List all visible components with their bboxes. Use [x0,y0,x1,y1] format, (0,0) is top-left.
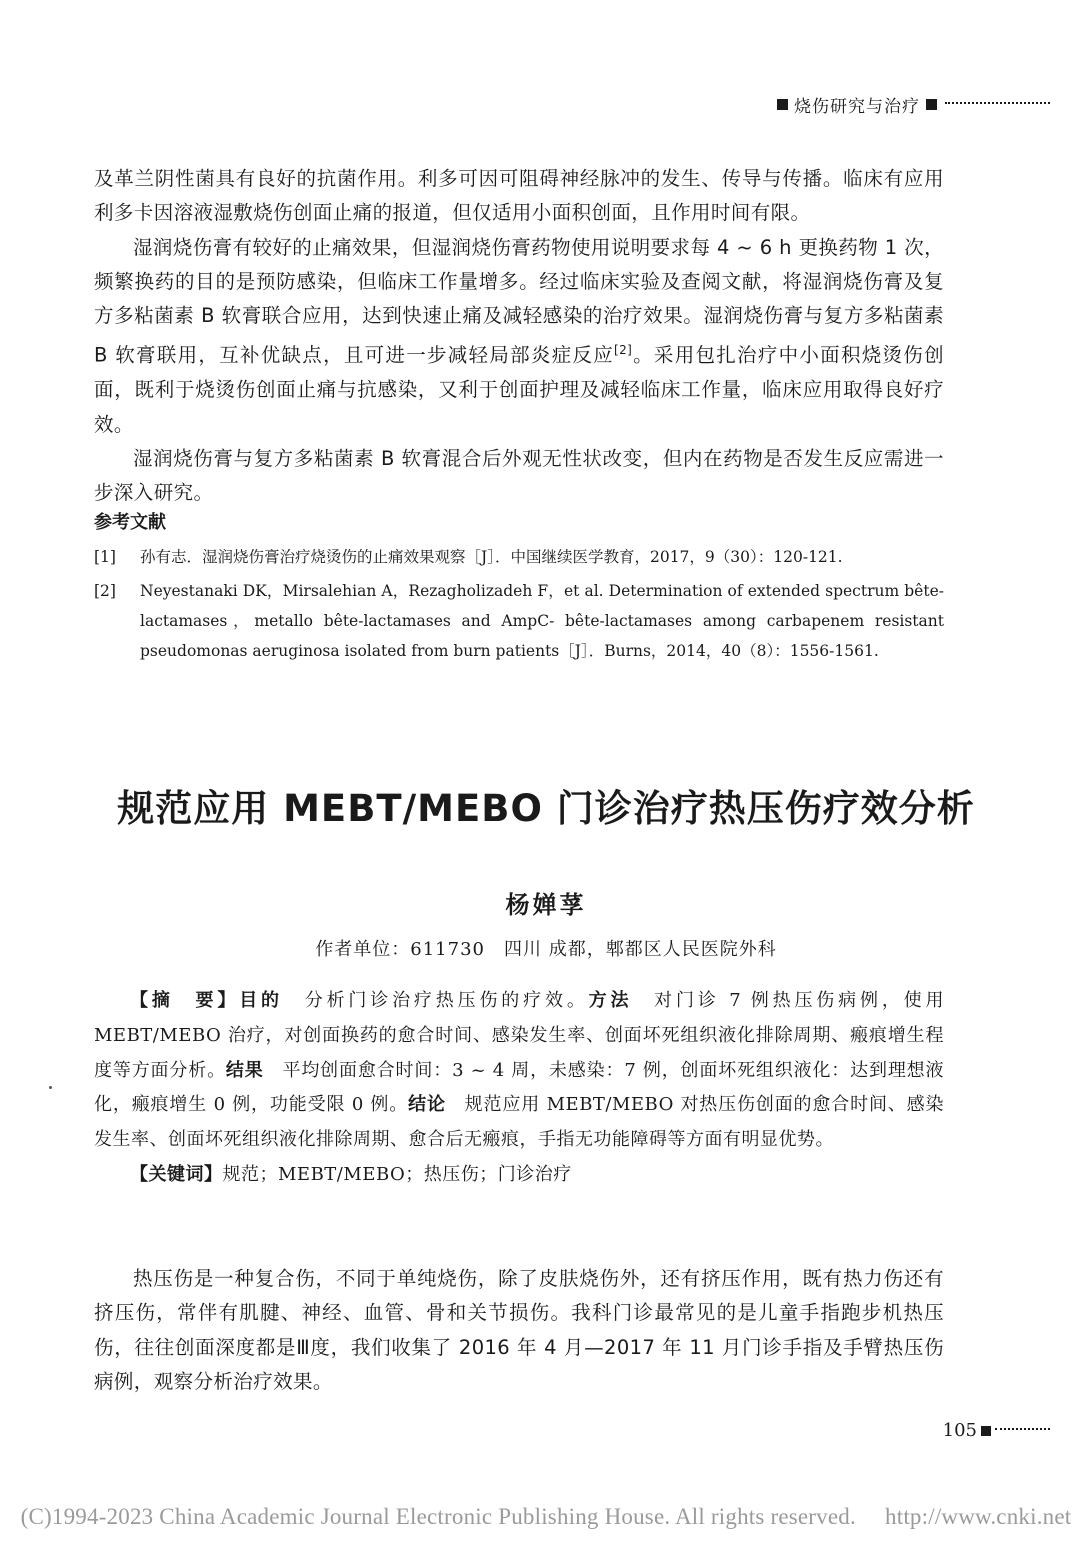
reference-item: [1] 孙有志．湿润烧伤膏治疗烧烫伤的止痛效果观察［J］．中国继续医学教育，2017，9（30）：120-121. [94,548,843,566]
square-bullet-icon [981,1426,991,1436]
scan-speck [49,1086,52,1089]
page-number: 105 [942,1420,977,1441]
page-number-area [943,1420,1050,1441]
paragraph: 湿润烧伤膏与复方多粘菌素 B 软膏混合后外观无性状改变，但内在药物是否发生反应需进一步深入研究。 [94,446,944,505]
dotted-leader [995,1428,1050,1430]
paragraph: 湿润烧伤膏有较好的止痛效果，但湿润烧伤膏药物使用说明要求每 4 ~ 6 h 更换药物 1 次，频繁换药的目的是预防感染，但临床工作量增多。经过临床实验及查阅文献，将湿润烧伤膏及复方多粘菌素 B 软膏联合应用，达到快速止痛及减轻感染的治疗效果。湿润烧伤膏与复方多粘菌素 B 软膏联用，互补优缺点，且可进一步减轻局部炎症反应[2]。采用包扎治疗中小面积烧烫伤创面，既利于烧烫伤创面止痛与抗感染，又利于创面护理及减轻临床工作量，临床应用取得良好疗效。 [94,235,944,436]
introduction [94,1262,944,1399]
author-affiliation: 作者单位：611730 四川 成都，郫都区人民医院外科 [315,939,777,960]
section-name: 烧伤研究与治疗 [794,97,920,117]
references-list [94,542,944,666]
paragraph: 及革兰阴性菌具有良好的抗菌作用。利多可因可阻碍神经脉冲的发生、传导与传播。临床有应用利多卡因溶液湿敷烧伤创面止痛的报道，但仅适用小面积创面，且作用时间有限。 [94,167,944,225]
reference-item: [2] Neyestanaki DK，Mirsalehian A，Rezagholizadeh F，et al. Determination of extended spectrum bête-lactamases，metallo bête-lactamases and AmpC- bête-lactamases among carbapenem resistant pseudomonas aeruginosa isolated from burn patients［J］．Burns，2014，40（8）：1556-1561. [94,582,944,660]
article-title: 规范应用 MEBT/MEBO 门诊治疗热压伤疗效分析 [117,787,975,830]
abstract [94,984,944,1193]
square-bullet-icon [777,99,788,110]
abstract-body: 【摘 要】目的 分析门诊治疗热压伤的疗效。方法 对门诊 7 例热压伤病例，使用 MEBT/MEBO 治疗，对创面换药的愈合时间、感染发生率、创面坏死组织液化排除周期、瘢痕增生程度等方面分析。结果 平均创面愈合时间：3 ~ 4 周，未感染：7 例，创面坏死组织液化：达到理想液化，瘢痕增生 0 例，功能受限 0 例。结论 规范应用 MEBT/MEBO 对热压伤创面的愈合时间、感染发生率、创面坏死组织液化排除周期、愈合后无瘢痕，手指无功能障碍等方面有明显优势。 [94,990,945,1151]
continued-text [94,162,944,510]
copyright-watermark: (C)1994-2023 China Academic Journal Electronic Publishing House. All rights reserved. http://www.cnki.net [20,1504,1072,1529]
keywords: 【关键词】规范；MEBT/MEBO；热压伤；门诊治疗 [130,1163,572,1185]
citation-mark: [2] [614,343,633,358]
author-name: 杨婵莩 [505,890,587,919]
references-heading: 参考文献 [94,512,166,533]
paragraph: 热压伤是一种复合伤，不同于单纯烧伤，除了皮肤烧伤外，还有挤压作用，既有热力伤还有挤压伤，常伴有肌腱、神经、血管、骨和关节损伤。我科门诊最常见的是儿童手指跑步机热压伤，往往创面深度都是Ⅲ度，我们收集了 2016 年 4 月—2017 年 11 月门诊手指及手臂热压伤病例，观察分析治疗效果。 [94,1267,944,1393]
running-header [771,92,1050,117]
dotted-leader [945,102,1050,104]
square-bullet-icon [926,99,937,110]
